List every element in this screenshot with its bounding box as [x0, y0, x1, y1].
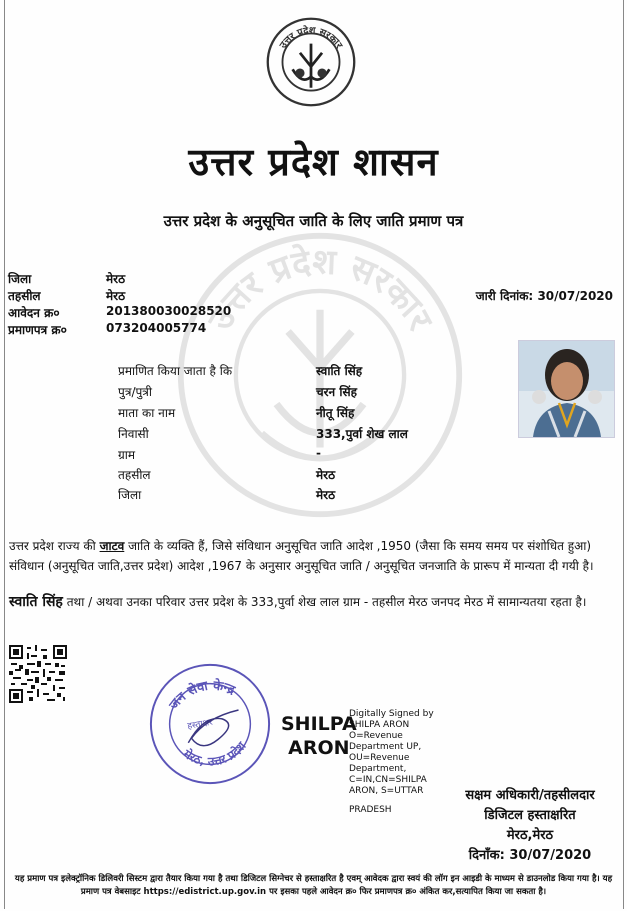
record-value: स्वाति सिंह — [316, 364, 363, 378]
svg-text:जन सेवा केन्द्र — [163, 673, 242, 715]
paragraph-text: जाति के व्यक्ति हैं, जिसे संविधान अनुसूचित जाति आदेश ,1950 (जैसा कि समय समय पर संशोधित हुआ) संविधान (अनुसूचित जाति,उत्तर प्रदेश) आदेश ,1967 के अनुसार अनुसूचित जाति / अनुसूचित जनजाति के प्रारूप में मान्यता दी गयी है। — [9, 539, 594, 573]
record-row-district — [118, 486, 336, 503]
detail-value: मेरठ — [106, 272, 126, 286]
residence-paragraph — [9, 592, 611, 612]
record-row-name — [118, 362, 363, 379]
record-row-parent — [118, 383, 357, 400]
record-value: 333,पुर्वा शेख लाल — [316, 427, 408, 441]
authority-date-value: 30/07/2020 — [509, 848, 592, 863]
stamp-bottom-text: मेरठ, उत्तर प्रदेश — [180, 739, 249, 769]
signer-name — [281, 712, 357, 760]
footer-note: यह प्रमाण पत्र इलेक्ट्रॉनिक डिलिवरी सिस्टम द्वारा तैयार किया गया है तथा डिजिटल सिग्नेचर से हस्ताक्षरित है एवम् आवेदक द्वारा स्वयं की लॉग इन आइडी के माध्यम से डाउनलोड किया गया है। यह प्रमाण पत्र वेबसाइट https://edistrict.up.gov.in पर इसका पहले आवेदन क्र० फिर प्रमाणपत्र क्र० अंकित कर,सत्यापित किया जा सकता है। — [14, 874, 613, 897]
authority-date — [440, 846, 620, 866]
detail-row-application-no — [8, 304, 232, 321]
record-label: निवासी — [118, 427, 149, 441]
record-value: मेरठ — [316, 488, 336, 502]
applicant-photo — [518, 340, 615, 438]
authority-block — [440, 786, 620, 866]
detail-label: जिला — [8, 272, 32, 286]
record-row-mother — [118, 404, 355, 421]
record-value: - — [316, 446, 321, 460]
detail-row-district — [8, 270, 126, 287]
record-label: तहसील — [118, 468, 151, 482]
authority-date-label: दिनाँक: — [468, 848, 505, 863]
detail-row-certificate-no — [8, 321, 207, 338]
signer-name-line2: ARON — [288, 737, 350, 759]
record-row-residence — [118, 425, 408, 442]
stamp-top-text: जन सेवा केन्द्र — [166, 678, 238, 713]
detail-value: 073204005774 — [106, 321, 207, 335]
authority-digital-signed: डिजिटल हस्ताक्षरित — [484, 808, 576, 823]
record-value: नीतू सिंह — [316, 406, 355, 420]
jan-seva-kendra-stamp — [146, 660, 274, 788]
applicant-name: स्वाति सिंह — [9, 594, 63, 610]
record-row-village — [118, 446, 321, 463]
record-label: प्रमाणित किया जाता है कि — [118, 364, 233, 378]
paragraph-text: उत्तर प्रदेश राज्य की — [9, 539, 100, 553]
issue-date-value: 30/07/2020 — [537, 289, 613, 303]
certificate-subtitle: उत्तर प्रदेश के अनुसूचित जाति के लिए जाति प्रमाण पत्र — [163, 212, 464, 230]
caste-name: जाटव — [99, 539, 125, 553]
paragraph-text: तथा / अथवा उनका परिवार उत्तर प्रदेश के 333,पुर्वा शेख लाल ग्राम - तहसील मेरठ जनपद मेरठ में सामान्यतया रहता है। — [62, 595, 587, 609]
issue-date — [476, 287, 613, 304]
qr-code[interactable] — [9, 645, 67, 703]
record-label: ग्राम — [118, 448, 136, 462]
detail-row-tehsil — [8, 287, 126, 304]
signer-name-line1: SHILPA — [281, 713, 357, 735]
record-value: चरन सिंह — [316, 385, 357, 399]
detail-value: 201380030028520 — [106, 304, 232, 318]
detail-label: आवेदन क्र० — [8, 306, 60, 320]
record-row-tehsil — [118, 466, 336, 483]
authority-title: सक्षम अधिकारी/तहसीलदार — [465, 788, 595, 803]
detail-label: प्रमाणपत्र क्र० — [8, 323, 67, 337]
stamp-center-text: हस्ताक्षर — [186, 717, 214, 732]
certification-paragraph — [9, 536, 611, 576]
detail-label: तहसील — [8, 289, 41, 303]
record-label: पुत्र/पुत्री — [118, 385, 153, 399]
digital-signature-details: Digitally Signed by SHILPA ARON O=Revenue Department UP, OU=Revenue Department, C=IN,CN=SHILPA ARON, S=UTTAR — [349, 709, 434, 796]
issue-date-label: जारी दिनांक: — [475, 289, 534, 303]
digital-signature-state: PRADESH — [349, 805, 392, 815]
emblem-text: उत्तर प्रदेश सरकार — [277, 25, 345, 51]
record-value: मेरठ — [316, 468, 336, 482]
authority-location: मेरठ,मेरठ — [506, 828, 554, 843]
up-emblem-icon — [265, 16, 357, 108]
record-label: जिला — [118, 488, 142, 502]
detail-value: मेरठ — [106, 289, 126, 303]
watermark-text: उत्तर प्रदेश सरकार — [200, 242, 440, 338]
record-label: माता का नाम — [118, 406, 176, 420]
page-title: उत्तर प्रदेश शासन — [188, 139, 439, 184]
